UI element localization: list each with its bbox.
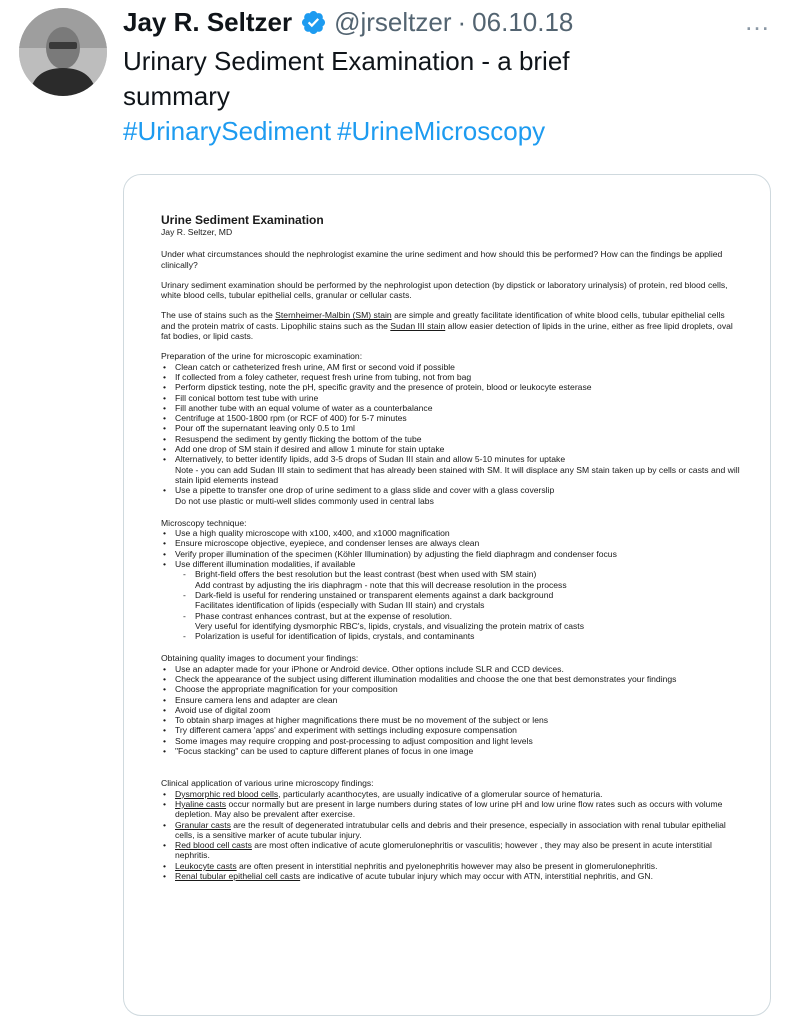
list-item: • Some images may require cropping and post-processing to adjust composition and light levels	[161, 736, 741, 746]
sub-list-note: Very useful for identifying dysmorphic RBC's, lipids, crystals, and visualizing the protein matrix of casts	[195, 620, 584, 631]
sub-list-note: Add contrast by adjusting the iris diaphragm - note that this will decrease resolution in the process	[195, 579, 567, 590]
sub-list-item: - Dark-field is useful for rendering unstained or transparent elements against a dark background	[161, 590, 741, 600]
list-item: • Choose the appropriate magnification for your composition	[161, 684, 741, 694]
list-item: • Use a pipette to transfer one drop of urine sediment to a glass slide and cover with a glass coverslip	[161, 485, 741, 495]
author-name[interactable]: Jay R. Seltzer	[123, 6, 293, 37]
hashtag-list	[123, 114, 753, 149]
underlined-term: Sternheimer-Malbin (SM) stain	[275, 310, 392, 321]
list-item-note: Do not use plastic or multi-well slides commonly used in central labs	[175, 495, 434, 506]
section-title-microscopy: Microscopy technique:	[161, 517, 247, 528]
list-item: • Hyaline casts occur normally but are present in large numbers during states of low urine pH and low urine flow rates such as occurs with volume depletion. May also be prevalent after exercise.	[161, 799, 741, 820]
list-item: • Clean catch or catheterized fresh urine, AM first or second void if possible	[161, 362, 741, 372]
document-page	[161, 213, 741, 893]
underlined-term: Sudan III stain	[390, 320, 446, 331]
list-item: • Use an adapter made for your iPhone or Android device. Other options include SLR and CCD devices.	[161, 664, 741, 674]
list-item: • Resuspend the sediment by gently flicking the bottom of the tube	[161, 434, 741, 444]
attached-image[interactable]	[123, 174, 771, 1016]
list-item: • Check the appearance of the subject using different illumination modalities and choose the one that best demonstrates your findings	[161, 674, 741, 684]
verified-badge-icon	[300, 9, 327, 36]
list-item: • Verify proper illumination of the specimen (Köhler Illumination) by adjusting the field diaphragm and condenser focus	[161, 549, 741, 559]
list-item: • Renal tubular epithelial cell casts are indicative of acute tubular injury which may occur with ATN, interstitial nephritis, and GN.	[161, 871, 741, 881]
list-item: • Centrifuge at 1500-1800 rpm (or RCF of 400) for 5-7 minutes	[161, 413, 741, 423]
section-title-images: Obtaining quality images to document your findings:	[161, 653, 359, 664]
list-item: • Ensure camera lens and adapter are clean	[161, 695, 741, 705]
section-title-preparation: Preparation of the urine for microscopic examination:	[161, 351, 363, 362]
separator-dot: ·	[457, 6, 467, 37]
list-item: • To obtain sharp images at higher magnifications there must be no movement of the subject or lens	[161, 715, 741, 725]
list-item: • Red blood cell casts are most often indicative of acute glomerulonephritis or vasculitis; however , they may also be present in acute interstitial nephritis.	[161, 840, 741, 861]
list-item: • Dysmorphic red blood cells, particularly acanthocytes, are usually indicative of a glomerular source of hematuria.	[161, 789, 741, 799]
document-author: Jay R. Seltzer, MD	[161, 227, 233, 237]
list-item: • "Focus stacking" can be used to capture different planes of focus in one image	[161, 746, 741, 756]
images-list	[161, 664, 741, 757]
sub-list-item: - Bright-field offers the best resolution but the least contrast (best when used with SM stain)	[161, 569, 741, 579]
avatar-photo	[19, 8, 107, 96]
list-item: • Add one drop of SM stain if desired and allow 1 minute for stain uptake	[161, 444, 741, 454]
list-item: • Granular casts are the result of degenerated intratubular cells and debris and their presence, especially in association with renal tubular epithelial cells, is a sensitive marker of acute tubular injury.	[161, 820, 741, 841]
document-paragraph: Urinary sediment examination should be performed by the nephrologist upon detection (by dipstick or laboratory urinalysis) of protein, red blood cells, white blood cells, tubular epithelial cells, granular or cellular casts.	[161, 279, 728, 301]
list-item-note: Note - you can add Sudan III stain to sediment that has already been stained with SM. It will displace any SM stain taken up by cells or casts and will stain lipid elements instead	[175, 464, 740, 485]
sub-list-item: - Polarization is useful for identification of lipids, crystals, and contaminants	[161, 631, 741, 641]
hashtag-link[interactable]: #UrineMicroscopy	[337, 116, 546, 146]
list-item: • Ensure microscope objective, eyepiece, and condenser lenses are always clean	[161, 538, 741, 548]
sub-list-item: - Phase contrast enhances contrast, but at the expense of resolution.	[161, 611, 741, 621]
list-item: • Fill conical bottom test tube with urine	[161, 393, 741, 403]
section-title-clinical: Clinical application of various urine microscopy findings:	[161, 778, 374, 789]
list-item: • Avoid use of digital zoom	[161, 705, 741, 715]
tweet-text-line-2: summary	[123, 81, 230, 111]
document-title: Urine Sediment Examination	[161, 213, 324, 227]
list-item: • Leukocyte casts are often present in interstitial nephritis and pyelonephritis however may also be present in glomerulonephritis.	[161, 861, 741, 871]
microscopy-list	[161, 528, 741, 641]
list-item: • Alternatively, to better identify lipids, add 3-5 drops of Sudan III stain and allow 5-10 minutes for uptake	[161, 454, 741, 464]
avatar[interactable]	[19, 8, 107, 96]
author-handle[interactable]: @jrseltzer	[334, 6, 452, 37]
list-item: • Use different illumination modalities, if available	[161, 559, 741, 569]
list-item: • Fill another tube with an equal volume of water as a counterbalance	[161, 403, 741, 413]
sub-list-note: Facilitates identification of lipids (especially with Sudan III stain) and crystals	[195, 600, 485, 611]
tweet-header	[123, 2, 769, 42]
list-item: • If collected from a foley catheter, request fresh urine from tubing, not from bag	[161, 372, 741, 382]
tweet-text-line-1: Urinary Sediment Examination - a brief	[123, 46, 570, 76]
hashtag-link[interactable]: #UrinarySediment	[123, 116, 332, 146]
document-paragraph: The use of stains such as the Sternheimer-Malbin (SM) stain are simple and greatly facilitate identification of white blood cells, tubular epithelial cells and the protein matrix of casts. Lipophilic stains such as the Sudan III stain allow easier detection of lipids in the urine, either as free lipid droplets, oval fat bodies, or lipid casts.	[161, 310, 733, 342]
clinical-list	[161, 789, 741, 882]
preparation-list	[161, 362, 741, 506]
list-item: • Perform dipstick testing, note the pH, specific gravity and the presence of protein, blood or leukocyte esterase	[161, 382, 741, 392]
tweet-date[interactable]: 06.10.18	[472, 6, 574, 37]
list-item: • Try different camera 'apps' and experiment with settings including exposure compensation	[161, 725, 741, 735]
tweet-text	[123, 44, 753, 149]
list-item: • Use a high quality microscope with x100, x400, and x1000 magnification	[161, 528, 741, 538]
list-item: • Pour off the supernatant leaving only 0.5 to 1ml	[161, 423, 741, 433]
document-intro: Under what circumstances should the nephrologist examine the urine sediment and how should this be performed? How can the findings be applied clinically?	[161, 249, 723, 270]
more-options-icon[interactable]: …	[744, 6, 771, 36]
